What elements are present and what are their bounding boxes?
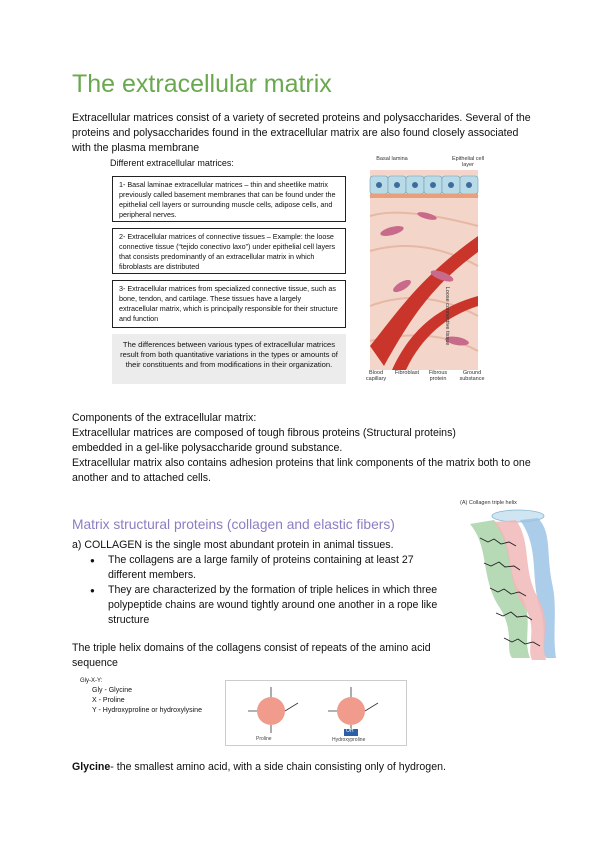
- triple-helix-paragraph: The triple helix domains of the collagens consist of repeats of the amino acid sequence: [72, 642, 431, 669]
- section-heading-structural-proteins: Matrix structural proteins (collagen and elastic fibers): [72, 517, 395, 532]
- helix-label: (A) Collagen triple helix: [460, 500, 517, 506]
- label-ground-substance: Ground substance: [459, 370, 485, 382]
- components-paragraph-1: Extracellular matrices are composed of tough fibrous proteins (Structural proteins) embedded in a gel-like polysaccharide ground substance.: [72, 427, 456, 454]
- glycine-term: Glycine: [72, 761, 111, 773]
- oh-label: OH: [346, 728, 354, 734]
- proline-label: Proline: [256, 736, 272, 742]
- collagen-line: a) COLLAGEN is the single most abundant protein in animal tissues.: [72, 539, 394, 551]
- motif-label: Gly-X-Y:: [80, 678, 103, 684]
- extracellular-matrices-figure: [108, 156, 500, 386]
- x-label: X - Proline: [92, 697, 125, 704]
- proline-drawing: [226, 681, 406, 745]
- hydroxyproline-label: Hydroxyproline: [332, 737, 366, 743]
- proline-structures: [225, 680, 407, 746]
- matrix-type-box-2: 2- Extracellular matrices of connective tissues – Example: the loose connective tissue (“tejido conectivo laxo”) under epithelial cell layers that consists predominantly of an extracellular matrix in which fibroblasts are distributed: [112, 228, 346, 274]
- helix-drawing: [460, 508, 560, 668]
- label-fibroblast: Fibroblast: [394, 370, 420, 376]
- y-label: Y - Hydroxyproline or hydroxylysine: [92, 707, 202, 714]
- page-title: The extracellular matrix: [72, 70, 332, 98]
- list-item: ● The collagens are a large family of proteins containing at least 27 different members.: [90, 553, 450, 583]
- label-basal-lamina: Basal lamina: [376, 156, 408, 162]
- matrix-note-box: The differences between various types of extracellular matrices result from both quantitative variations in the types or amounts of their constituents and from modifications in their organization.: [112, 334, 346, 384]
- glycine-definition: - the smallest amino acid, with a side chain consisting only of hydrogen.: [110, 761, 446, 773]
- gly-label: Gly - Glycine: [92, 687, 133, 694]
- collagen-bullet-list: [90, 553, 450, 628]
- tissue-drawing: [362, 156, 500, 386]
- list-item: ● They are characterized by the formation of triple helices in which three polypeptide chains are wound tightly around one another in a rope like structure: [90, 583, 450, 628]
- components-paragraph-2: Extracellular matrix also contains adhesion proteins that link components of the matrix both to one another and to attached cells.: [72, 457, 531, 484]
- glycine-paragraph: [72, 760, 532, 775]
- label-fibrous-protein: Fibrous protein: [428, 370, 448, 382]
- components-heading: Components of the extracellular matrix:: [72, 412, 257, 424]
- label-epithelial: Epithelial cell layer: [451, 156, 485, 168]
- label-connective: Loose connective tissue: [444, 286, 450, 346]
- matrix-type-box-3: 3- Extracellular matrices from specialized connective tissue, such as bone, tendon, and cartilage. These tissues have a largely extracellular matrix, which is principally responsible for their structure and function: [112, 280, 346, 328]
- connective-tissue-illustration: [362, 156, 500, 386]
- matrix-type-box-1: 1- Basal laminae extracellular matrices – thin and sheetlike matrix previously called basement membranes that can be found under the epithelial cell layers or surrounding muscle cells, adipose cells, and peripheral nerves.: [112, 176, 346, 222]
- collagen-triple-helix-figure: [460, 500, 560, 660]
- intro-paragraph: Extracellular matrices consist of a variety of secreted proteins and polysaccharides. Several of the proteins and polysaccharides found in the extracellular matrix are also found closely associated with the plasma membrane: [72, 112, 531, 154]
- gly-x-y-legend: [80, 676, 220, 746]
- label-blood-capillary: Blood capillary: [365, 370, 387, 382]
- gly-x-y-figure: [80, 676, 410, 746]
- figure-title: Different extracellular matrices:: [110, 158, 234, 168]
